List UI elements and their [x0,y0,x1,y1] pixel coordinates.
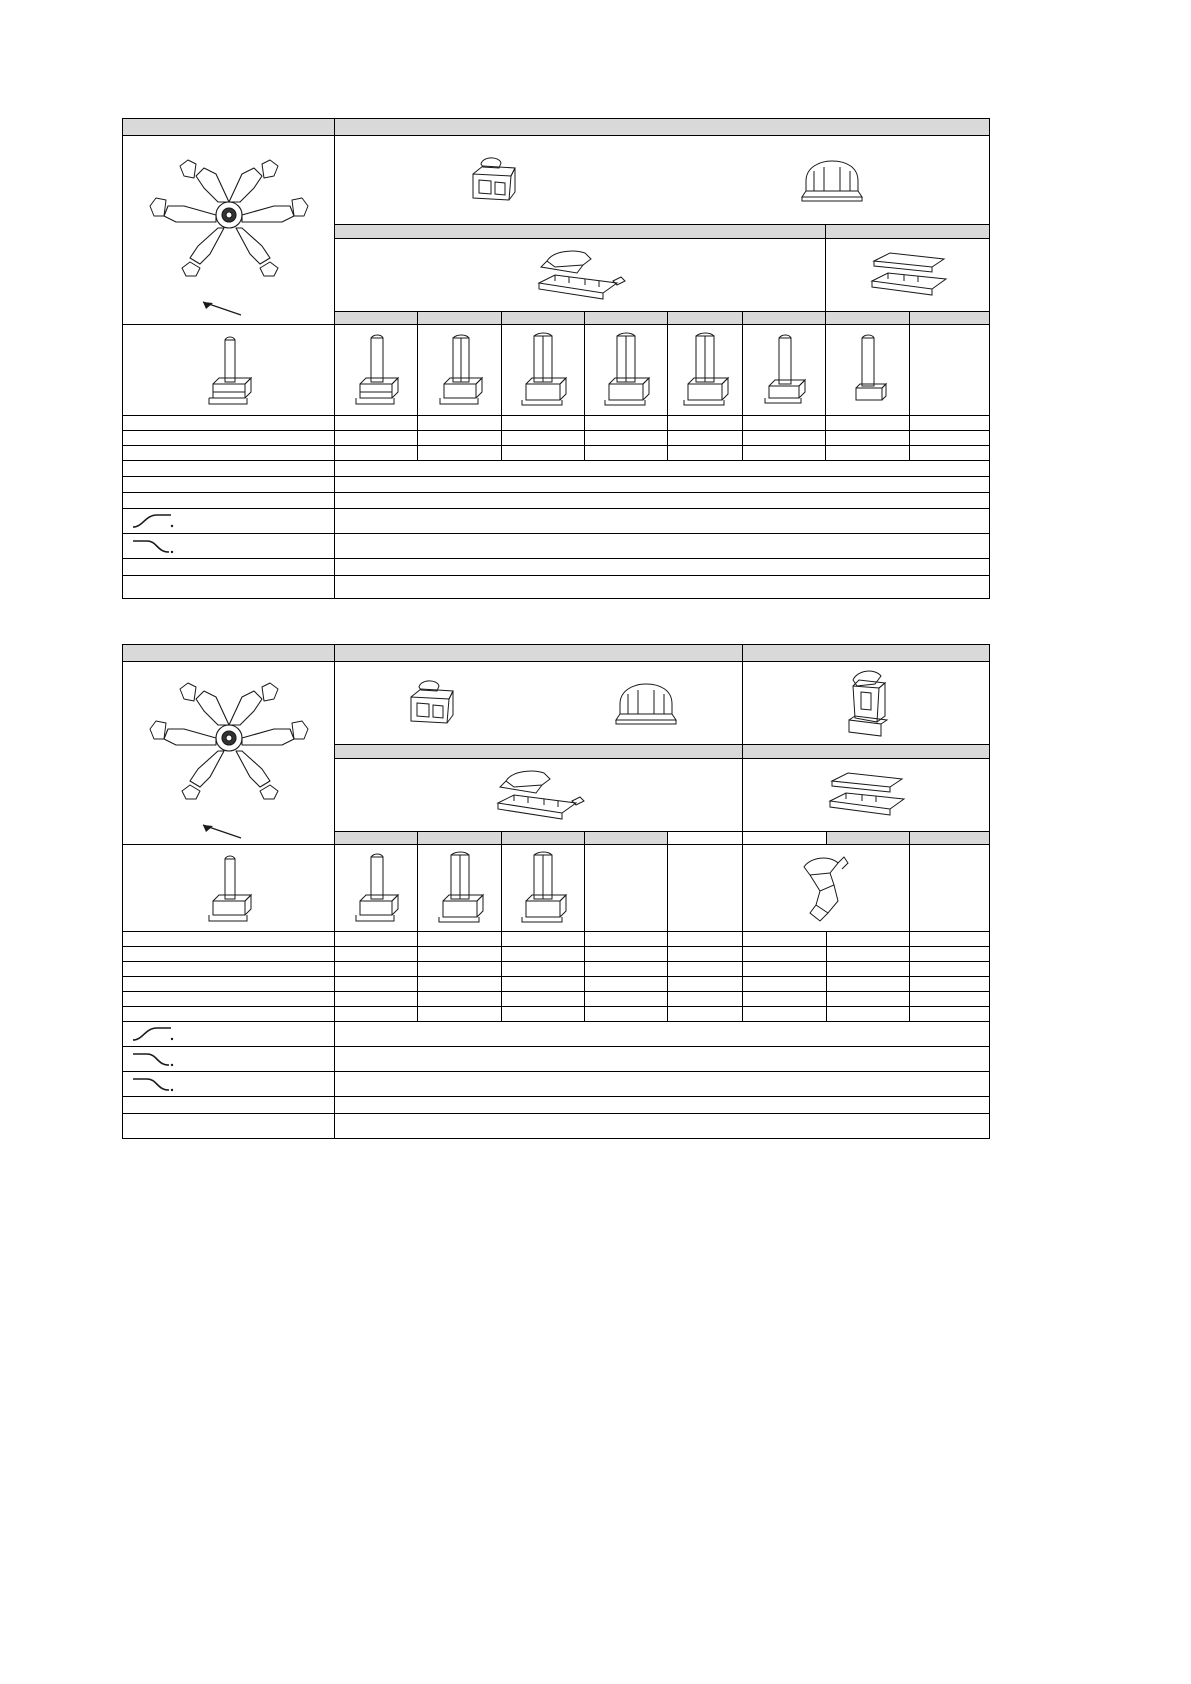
housing-shell-view-a [399,677,461,729]
post-variant-3 [431,851,489,925]
row-value [826,446,909,461]
row-label-with-icon [123,534,335,559]
table-row [123,416,990,431]
row-value [668,446,743,461]
housing-shell-view-b [614,680,678,726]
variant-row [123,845,990,932]
row-value [501,932,584,947]
row-value [418,431,501,446]
table-row-fullwidth [123,1114,990,1139]
row-value [501,962,584,977]
band-left-label [335,745,743,759]
row-value [335,1114,990,1139]
col-header-1 [335,832,418,845]
row-value [743,1007,826,1022]
row-value [335,477,990,493]
header-right-label [743,645,990,662]
row-value [501,947,584,962]
pointer-arrow-icon [199,821,259,843]
table-row-fullwidth [123,1097,990,1114]
row-value [584,962,667,977]
table-row [123,977,990,992]
row-value [584,416,667,431]
row-value [743,947,826,962]
table-row-fullwidth [123,1047,990,1072]
col-header-5 [668,312,743,325]
table-row [123,947,990,962]
header-mid-label [335,645,743,662]
bracket-strip-wide-cell [335,239,826,312]
row-value [909,446,989,461]
empty-variant-cell [584,845,667,932]
row-value [826,431,909,446]
row-label [123,992,335,1007]
empty-variant-cell [668,845,743,932]
table-row-fullwidth [123,477,990,493]
six-arm-hub-assembly-cell [123,662,335,845]
post-variant-2-cell [335,845,418,932]
col-header-8 [909,312,989,325]
clip-cover-detail-cell [743,662,990,745]
col-header-7 [826,832,909,845]
angled-clip-detail [786,851,866,925]
row-value [501,416,584,431]
row-value [501,977,584,992]
table-row [123,932,990,947]
row-value [501,992,584,1007]
row-value [909,431,989,446]
row-value [335,1097,990,1114]
row-value [418,932,501,947]
band-left-label [335,225,826,239]
six-arm-hub-assembly [144,150,314,280]
curve-down-icon [131,537,175,555]
col-header-1 [335,312,418,325]
table-row-fullwidth [123,509,990,534]
row-value [418,992,501,1007]
bracket-strip-wide [484,765,594,825]
post-variant-1-cell [123,325,335,416]
row-label [123,493,335,509]
col-header-2 [418,832,501,845]
post-variant-5-cell [584,325,667,416]
table-row-fullwidth [123,461,990,477]
row-label [123,416,335,431]
row-value [335,534,990,559]
row-label [123,446,335,461]
row-value [826,1007,909,1022]
row-value [584,947,667,962]
row-label [123,559,335,576]
row-value [668,977,743,992]
row-value [335,932,418,947]
col-header-6-blank [743,832,826,845]
bracket-strip-narrow [858,245,958,305]
row-value [501,446,584,461]
row-label-with-icon [123,1072,335,1097]
row-label [123,977,335,992]
row-value [335,559,990,576]
row-label [123,947,335,962]
row-value [668,992,743,1007]
table-row-fullwidth [123,1072,990,1097]
row-value [909,416,989,431]
row-label [123,1097,335,1114]
row-value [668,1007,743,1022]
bracket-strip-narrow [816,765,916,825]
row-value [584,992,667,1007]
table-row [123,992,990,1007]
row-value [335,461,990,477]
row-value [743,932,826,947]
row-value [743,431,826,446]
table-row-fullwidth [123,534,990,559]
row-value [501,431,584,446]
post-variant-4-cell [501,325,584,416]
top-art-cell [335,136,990,225]
table-row [123,431,990,446]
col-header-2 [418,312,501,325]
angled-clip-detail-cell [743,845,909,932]
row-value [909,962,989,977]
six-arm-hub-assembly [144,673,314,803]
row-value [418,947,501,962]
col-header-3 [501,832,584,845]
row-value [743,977,826,992]
row-label [123,431,335,446]
row-value [826,992,909,1007]
col-header-7 [826,312,909,325]
post-variant-4-cell [501,845,584,932]
row-value [335,446,418,461]
row-value [826,932,909,947]
table-row-fullwidth [123,1022,990,1047]
row-value [743,416,826,431]
row-value [743,992,826,1007]
post-variant-1 [201,851,257,925]
bracket-strip-wide [525,245,635,305]
band-right-label [826,225,990,239]
row-value [418,962,501,977]
post-variant-4 [514,332,572,408]
bracket-strip-narrow-cell [826,239,990,312]
col-header-6 [743,312,826,325]
row-value [335,493,990,509]
row-value [909,1007,989,1022]
row-value [335,1072,990,1097]
row-value [668,932,743,947]
row-value [335,509,990,534]
row-label [123,962,335,977]
col-header-5-blank [668,832,743,845]
row-label [123,461,335,477]
row-value [668,416,743,431]
row-value [418,1007,501,1022]
table-row-fullwidth [123,493,990,509]
row-label [123,932,335,947]
row-value [501,1007,584,1022]
post-variant-3-cell [418,845,501,932]
row-value [335,977,418,992]
post-variant-3 [432,332,488,408]
row-value [335,962,418,977]
illustration-row [123,662,990,745]
row-value [909,947,989,962]
top-art-cell [335,662,743,745]
post-variant-7-cell [743,325,826,416]
row-value [826,962,909,977]
curve-up-icon [131,512,175,530]
col-header-4 [584,312,667,325]
six-arm-hub-assembly-cell [123,136,335,325]
row-value [826,947,909,962]
row-value [743,446,826,461]
row-value [584,977,667,992]
row-value [335,992,418,1007]
row-value [335,1007,418,1022]
row-value [335,1047,990,1072]
housing-shell-view-b [800,157,864,203]
row-value [335,431,418,446]
row-label [123,1114,335,1139]
row-value [335,1022,990,1047]
row-value [826,977,909,992]
post-variant-7 [757,332,811,408]
illustration-row [123,136,990,225]
housing-shell-view-a [461,154,523,206]
row-label [123,477,335,493]
row-value [584,431,667,446]
row-value [668,431,743,446]
variant-row [123,325,990,416]
band-right-label [743,745,990,759]
col-header-4 [584,832,667,845]
table-row-fullwidth [123,559,990,576]
post-variant-4 [514,851,572,925]
row-value [418,446,501,461]
bracket-strip-narrow-cell [743,759,990,832]
parts-matrix-lower [122,644,990,1139]
table-row [123,446,990,461]
post-variant-8 [842,332,894,408]
post-variant-1 [201,332,257,408]
row-value [584,1007,667,1022]
post-variant-2 [348,332,404,408]
row-value [909,992,989,1007]
row-value [584,446,667,461]
post-variant-6-cell [668,325,743,416]
row-label [123,1007,335,1022]
header-right-label [335,119,990,136]
row-label-with-icon [123,1022,335,1047]
row-value [335,576,990,599]
row-value [909,977,989,992]
row-value [418,977,501,992]
col-header-3 [501,312,584,325]
row-value [335,947,418,962]
row-value [743,962,826,977]
row-label-with-icon [123,1047,335,1072]
row-value [584,932,667,947]
post-variant-8-cell [826,325,909,416]
curve-down-icon [131,1075,175,1093]
row-value [909,932,989,947]
curve-up-icon [131,1025,175,1043]
post-variant-3-cell [418,325,501,416]
bracket-strip-wide-cell [335,759,743,832]
row-value [826,416,909,431]
parts-matrix-upper [122,118,990,599]
row-value [418,416,501,431]
post-variant-1-cell [123,845,335,932]
table-row [123,962,990,977]
curve-down-icon [131,1050,175,1068]
post-variant-6 [678,332,732,408]
row-value [668,962,743,977]
col-header-8 [909,832,989,845]
table-row [123,1007,990,1022]
row-label-with-icon [123,509,335,534]
table-row-fullwidth [123,576,990,599]
pointer-arrow-icon [199,298,259,320]
post-variant-5 [599,332,653,408]
row-value [668,947,743,962]
post-variant-2 [348,851,404,925]
post-variant-2-cell [335,325,418,416]
row-label [123,576,335,599]
clip-cover-detail [831,666,901,740]
row-value [335,416,418,431]
